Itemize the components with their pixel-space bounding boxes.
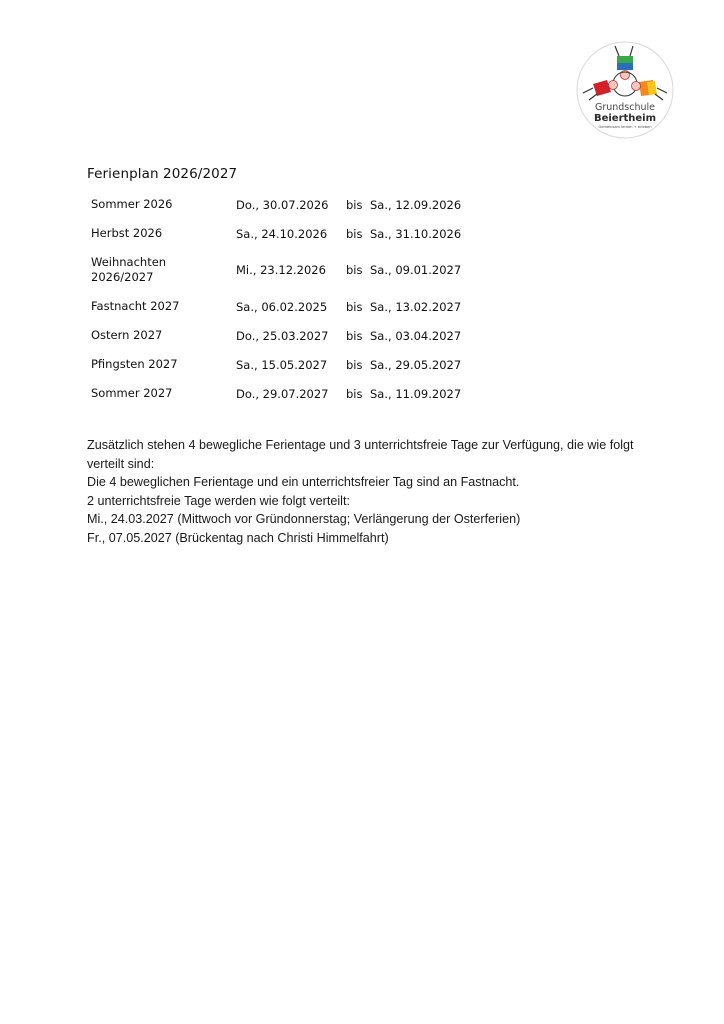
holiday-connector: bis — [346, 263, 363, 277]
logo-school-line1: Grundschule — [594, 102, 656, 113]
holiday-start: Do., 30.07.2026 — [236, 197, 329, 212]
holiday-start: Do., 29.07.2027 — [236, 386, 329, 401]
holiday-name: Ostern 2027 — [91, 328, 163, 342]
additional-notes — [87, 436, 647, 548]
school-logo — [575, 38, 675, 142]
holiday-row — [91, 292, 511, 321]
holiday-row — [91, 379, 511, 408]
holiday-end: Sa., 09.01.2027 — [370, 263, 462, 277]
holiday-start: Sa., 15.05.2027 — [236, 357, 328, 372]
child-blue-shirt — [617, 63, 633, 70]
logo-tagline: Gemeinsam lernen + erleben — [598, 125, 652, 129]
holiday-name — [91, 255, 236, 285]
holiday-connector: bis — [346, 226, 363, 241]
holiday-connector: bis — [346, 328, 363, 343]
note-paragraph: Mi., 24.03.2027 (Mittwoch vor Gründonnerstag; Verlängerung der Osterferien) — [87, 512, 521, 527]
holiday-name: Herbst 2026 — [91, 226, 163, 240]
holiday-end: Sa., 13.02.2027 — [370, 299, 462, 314]
holiday-end: Sa., 03.04.2027 — [370, 328, 462, 343]
holiday-connector: bis — [346, 197, 363, 212]
holiday-name: Fastnacht 2027 — [91, 299, 180, 313]
holiday-end: Sa., 29.05.2027 — [370, 357, 462, 372]
note-paragraph: Zusätzlich stehen 4 bewegliche Ferientage und 3 unterrichtsfreie Tage zur Verfügung, die wie folgt verteilt sind: — [87, 438, 634, 471]
school-logo-graphic — [575, 38, 675, 142]
holiday-name: Sommer 2027 — [91, 386, 173, 400]
holiday-connector: bis — [346, 357, 363, 372]
holiday-row — [91, 219, 511, 248]
holiday-row — [91, 350, 511, 379]
logo-school-line2: Beiertheim — [593, 113, 657, 124]
holiday-connector: bis — [346, 299, 363, 314]
holiday-name-line2: 2026/2027 — [91, 270, 154, 284]
holiday-name: Sommer 2026 — [91, 197, 173, 211]
holiday-row — [91, 248, 511, 292]
note-paragraph: Die 4 beweglichen Ferientage und ein unterrichtsfreier Tag sind an Fastnacht. — [87, 475, 520, 490]
holiday-name: Pfingsten 2027 — [91, 357, 178, 371]
holiday-end: Sa., 11.09.2027 — [370, 386, 462, 401]
holiday-start: Sa., 06.02.2025 — [236, 299, 328, 314]
holiday-start: Mi., 23.12.2026 — [236, 263, 326, 277]
holiday-start: Sa., 24.10.2026 — [236, 226, 328, 241]
holiday-row — [91, 190, 511, 219]
holiday-name-line1: Weihnachten — [91, 255, 167, 269]
child-green-pants — [617, 56, 633, 63]
page-title: Ferienplan 2026/2027 — [87, 166, 238, 182]
note-paragraph: Fr., 07.05.2027 (Brückentag nach Christi Himmelfahrt) — [87, 530, 389, 545]
holiday-table — [91, 190, 511, 408]
holiday-start: Do., 25.03.2027 — [236, 328, 329, 343]
holiday-end: Sa., 12.09.2026 — [370, 197, 462, 212]
holiday-row — [91, 321, 511, 350]
note-paragraph: 2 unterrichtsfreie Tage werden wie folgt verteilt: — [87, 493, 350, 508]
holiday-end: Sa., 31.10.2026 — [370, 226, 462, 241]
holiday-connector: bis — [346, 386, 363, 401]
